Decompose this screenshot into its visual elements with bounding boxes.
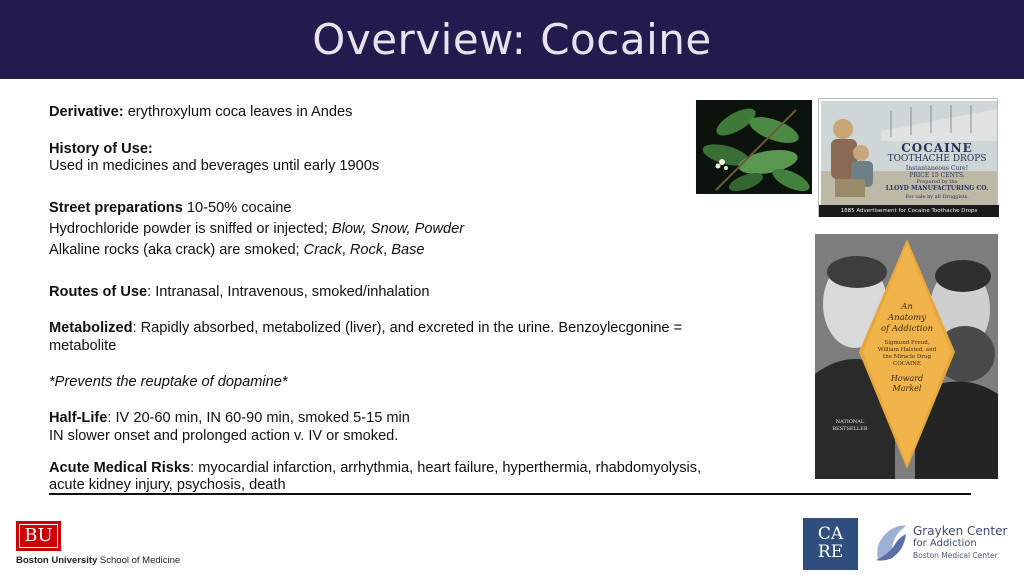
ad-headline: COCAINE — [901, 141, 973, 155]
history-label: History of Use: — [49, 141, 153, 157]
grayken-wordmark — [913, 524, 1007, 562]
ad-image — [821, 101, 997, 205]
street-base: Base — [391, 242, 425, 258]
ad-line-1: Instantaneous Cure! — [905, 165, 969, 172]
risks-line — [49, 459, 709, 477]
half-life-line-2: IN slower onset and prolonged action v. IV or smoked. — [49, 428, 399, 444]
ad-caption: 1885 Advertisement for Cocaine Toothache Drops — [819, 205, 999, 217]
book-title-1: An — [901, 302, 913, 312]
coca-leaves-image — [696, 100, 812, 194]
care-logo-line-1: CA — [817, 524, 844, 544]
risks-line-2: acute kidney injury, psychosis, death — [49, 477, 286, 493]
book-badge-1: NATIONAL — [835, 419, 865, 425]
derivative-text: erythroxylum coca leaves in Andes — [123, 104, 353, 120]
metabolized-line — [49, 319, 709, 337]
half-life-label: Half-Life — [49, 410, 108, 426]
grayken-line-3: Boston Medical Center — [913, 551, 998, 560]
street-line-2 — [49, 220, 709, 238]
grayken-logo — [872, 518, 1020, 568]
title-bar — [0, 0, 1024, 79]
ad-line-2: PRICE 15 CENTS. — [909, 172, 965, 179]
slide-title: Overview: Cocaine — [312, 15, 712, 64]
ad-subhead: TOOTHACHE DROPS — [887, 154, 987, 164]
street-label: Street preparations — [49, 200, 183, 216]
metabolized-label: Metabolized — [49, 320, 133, 336]
street-line-1 — [49, 199, 709, 217]
ad-line-4: For sale by all Druggists. — [905, 194, 969, 200]
routes-text: : Intranasal, Intravenous, smoked/inhalation — [147, 284, 430, 300]
book-subtitle-4: COCAINE — [893, 361, 921, 367]
street-rock: Rock — [349, 242, 384, 258]
grayken-line-2: for Addiction — [913, 538, 977, 549]
street-sep-1: , — [341, 242, 350, 258]
bu-wordmark — [16, 555, 180, 566]
street-sep-2: , — [383, 242, 392, 258]
ad-maker: LLOYD MANUFACTURING CO. — [885, 185, 989, 192]
book-subtitle-3: the Miracle Drug — [883, 354, 931, 360]
grayken-line-1: Grayken Center — [913, 524, 1008, 538]
street-line3-text: Alkaline rocks (aka crack) are smoked; — [49, 242, 304, 258]
metabolized-text: : Rapidly absorbed, metabolized (liver), and excreted in the urine. Benzoylecgonine = — [132, 320, 683, 336]
bu-school: School of Medicine — [97, 555, 181, 566]
divider-rule — [49, 493, 971, 495]
derivative-line — [49, 103, 709, 121]
care-logo-line-2: RE — [817, 542, 844, 562]
bu-mark: BU — [16, 521, 61, 551]
prevents-line — [49, 373, 709, 391]
half-life-text: : IV 20-60 min, IN 60-90 min, smoked 5-15 min — [107, 410, 410, 426]
prevents-text: *Prevents the reuptake of dopamine* — [49, 374, 288, 390]
history-label-line — [49, 140, 709, 158]
street-line2-italic: Blow, Snow, Powder — [331, 221, 465, 237]
cocaine-toothache-ad — [818, 98, 998, 217]
half-life-line — [49, 409, 709, 427]
metabolized-line-2: metabolite — [49, 338, 117, 354]
book-author-1: Howard — [890, 374, 924, 383]
book-author-2: Markel — [892, 384, 922, 393]
book-subtitle-2: William Halsted, and — [877, 347, 937, 353]
risks-label: Acute Medical Risks — [49, 460, 191, 476]
grayken-mark-icon — [872, 520, 908, 564]
book-title-3: of Addiction — [880, 324, 934, 334]
book-badge-2: BESTSELLER — [832, 426, 868, 432]
street-text: 10-50% cocaine — [182, 200, 292, 216]
street-line2-text: Hydrochloride powder is sniffed or injected; — [49, 221, 332, 237]
routes-line — [49, 283, 709, 301]
ad-line-3: Prepared by the — [916, 179, 958, 185]
history-text: Used in medicines and beverages until early 1900s — [49, 158, 380, 174]
derivative-label: Derivative: — [49, 104, 124, 120]
book-subtitle-1: Sigmund Freud, — [884, 340, 930, 346]
care-logo — [803, 518, 858, 570]
book-cover — [815, 234, 998, 479]
street-crack: Crack — [303, 242, 342, 258]
book-title-2: Anatomy — [887, 313, 927, 323]
bu-name: Boston University — [16, 555, 98, 566]
routes-label: Routes of Use — [49, 284, 148, 300]
coca-plant-photo — [696, 100, 812, 194]
street-line-3 — [49, 241, 709, 259]
risks-text: : myocardial infarction, arrhythmia, heart failure, hyperthermia, rhabdomyolysis, — [190, 460, 702, 476]
